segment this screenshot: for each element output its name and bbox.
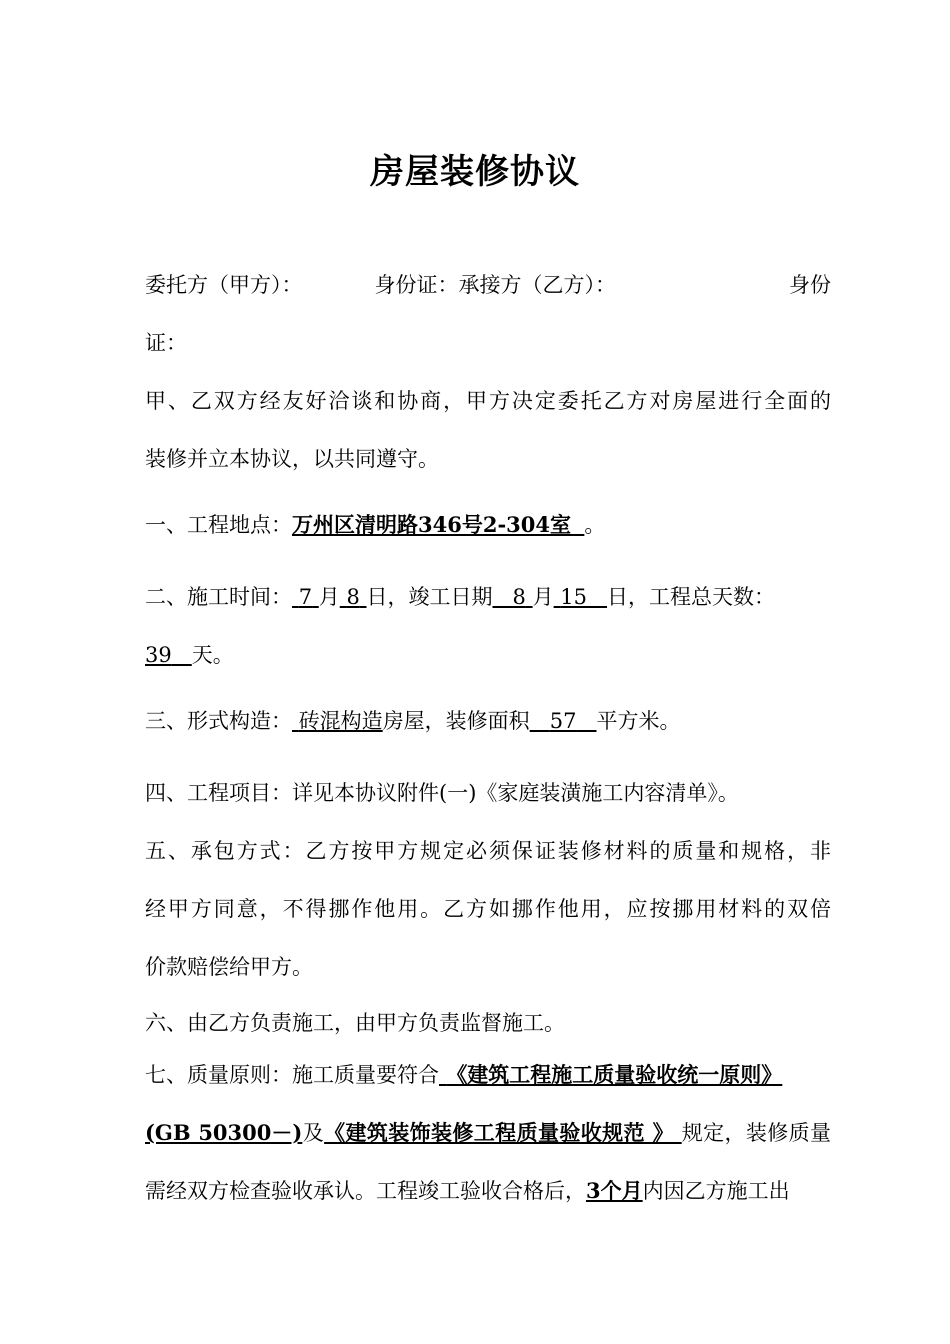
month-char: 月	[318, 585, 340, 609]
area-value: 57	[549, 709, 577, 733]
clause-5-line-2: 经甲方同意，不得挪作他用。乙方如挪作他用，应按挪用材料的双倍	[145, 897, 831, 921]
structure-type: 砖混构造	[298, 709, 383, 733]
parties-line-2	[145, 328, 831, 358]
finish-day-char: 日，	[607, 585, 650, 609]
party-a-id-label: 身份证：	[374, 273, 459, 297]
clause-7-line-3-a: 需经双方检查验收承认。工程竣工验收合格后，	[145, 1179, 586, 1203]
intro-line-2: 装修并立本协议，以共同遵守。	[145, 447, 439, 471]
clause-7-line-3	[145, 1176, 831, 1206]
clause-3-label: 三、形式构造：	[145, 709, 292, 733]
intro-line-1: 甲、乙双方经友好洽谈和协商，甲方决定委托乙方对房屋进行全面的	[145, 389, 831, 413]
clause-3-structure	[145, 706, 831, 736]
party-a-label: 委托方（甲方）：	[145, 273, 303, 297]
clause-7-line-3-b: 内因乙方施工出	[642, 1179, 790, 1203]
parties-line-1	[145, 270, 831, 300]
clause-1-site	[145, 510, 831, 540]
clause-7-line-2	[145, 1118, 831, 1148]
area-label: 房屋，装修面积	[382, 709, 530, 733]
clause-6-supervision: 六、由乙方负责施工，由甲方负责监督施工。	[145, 1011, 565, 1035]
start-month: 7	[298, 585, 313, 609]
site-address: 万州区清明路346号2-304室	[292, 512, 571, 537]
clause-7-label: 七、质量原则：施工质量要符合	[145, 1063, 439, 1087]
total-days-label: 工程总天数：	[649, 585, 776, 609]
total-days: 39	[145, 643, 172, 667]
finish-day: 15	[560, 585, 588, 609]
party-b-label: 承接方（乙方）：	[458, 273, 616, 297]
warranty-period: 3个月	[586, 1178, 643, 1203]
finish-month-char: 月	[532, 585, 554, 609]
party-b-id-label: 身份	[789, 273, 831, 297]
finish-date-label: 竣工日期	[408, 585, 493, 609]
days-unit: 天。	[191, 643, 234, 667]
clause-1-end: 。	[584, 513, 606, 537]
finish-month: 8	[512, 585, 526, 609]
and-text: 及	[302, 1121, 325, 1145]
clause-2-total	[145, 640, 831, 670]
start-day: 8	[346, 585, 360, 609]
day-char: 日，	[366, 585, 409, 609]
standard-2: 《建筑装饰装修工程质量验收规范 》	[324, 1120, 674, 1145]
document-title: 房屋装修协议	[370, 152, 580, 192]
standard-1: 《建筑工程施工质量验收统一原则》	[446, 1062, 783, 1087]
standard-1-code: (GB 50300－)	[145, 1120, 303, 1145]
clause-7-line-1	[145, 1060, 831, 1090]
clause-7-after-std2: 规定，装修质量	[681, 1121, 832, 1145]
clause-2-schedule	[145, 582, 831, 612]
clause-2-label: 二、施工时间：	[145, 585, 292, 609]
area-unit: 平方米。	[596, 709, 681, 733]
clause-5-line-3: 价款赔偿给甲方。	[145, 955, 313, 979]
clause-1-label: 一、工程地点：	[145, 513, 292, 537]
clause-4-items: 四、工程项目：详见本协议附件(一)《家庭装潢施工内容清单》。	[145, 781, 739, 805]
clause-5-line-1: 五、承包方式：乙方按甲方规定必须保证装修材料的质量和规格，非	[145, 839, 831, 863]
party-b-id-label-cont: 证：	[145, 331, 187, 355]
